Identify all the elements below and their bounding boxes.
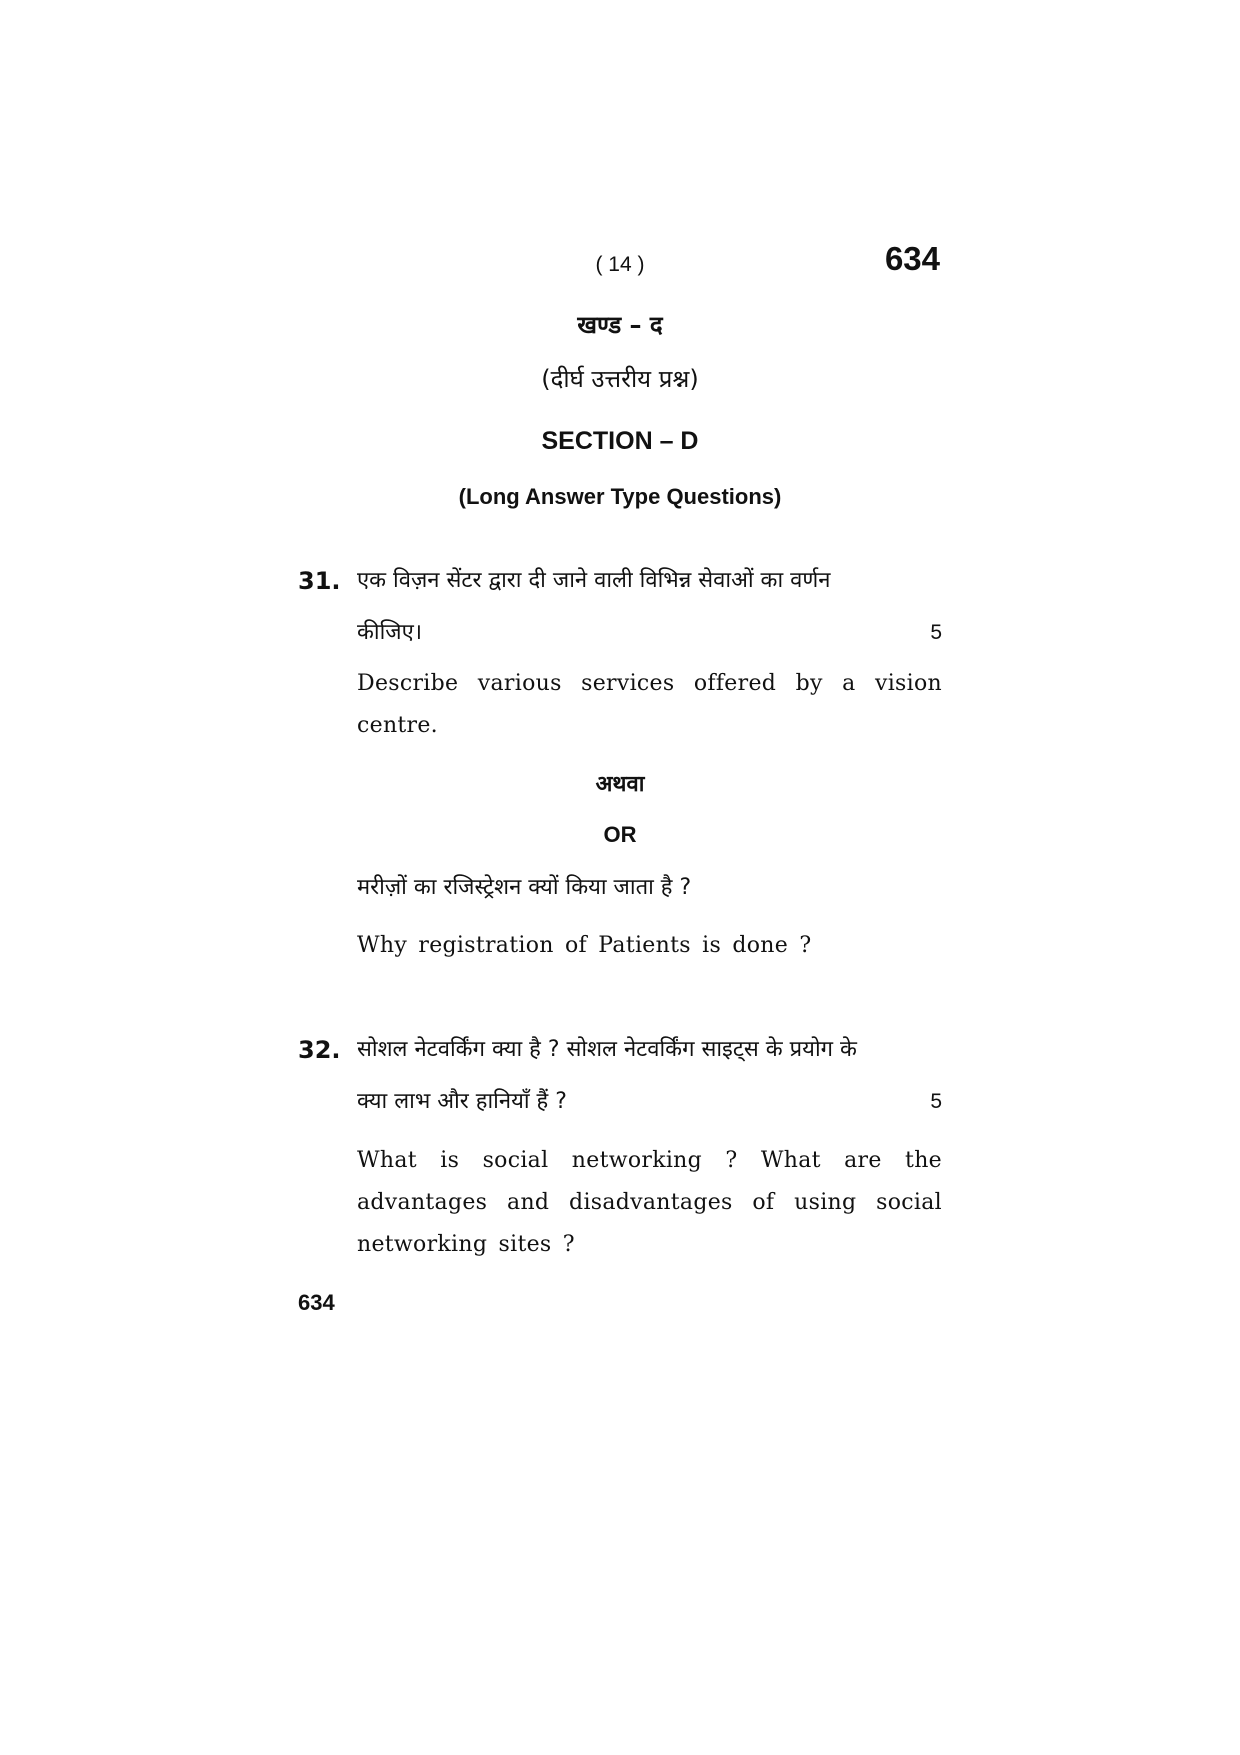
question-31-hindi-line-1: एक विज़न सेंटर द्वारा दी जाने वाली विभिन्न सेवाओं का वर्णन bbox=[357, 568, 831, 593]
question-32-hindi-line-2-row bbox=[357, 1076, 942, 1128]
or-english: OR bbox=[603, 822, 637, 847]
paper-code-header: 634 bbox=[884, 240, 940, 277]
question-31-marks: 5 bbox=[930, 621, 942, 644]
paper-code-footer: 634 bbox=[298, 1290, 335, 1315]
question-32-english: What is social networking ? What are the advantages and disadvantages of using social networking sites ? bbox=[357, 1148, 942, 1257]
question-32-marks: 5 bbox=[930, 1090, 942, 1113]
question-31-number: 31. bbox=[298, 567, 341, 595]
section-english-title: SECTION – D bbox=[541, 427, 699, 455]
question-31-english: Describe various services offered by a vision centre. bbox=[357, 671, 942, 738]
page-number: ( 14 ) bbox=[595, 253, 645, 276]
question-32 bbox=[357, 1024, 942, 1266]
section-english-subtitle: (Long Answer Type Questions) bbox=[458, 484, 782, 509]
question-32-hindi-line-1: सोशल नेटवर्किंग क्या है ? सोशल नेटवर्किंग साइट्स के प्रयोग के bbox=[357, 1037, 857, 1062]
question-31 bbox=[357, 555, 942, 747]
or-hindi: अथवा bbox=[595, 772, 645, 797]
section-hindi-subtitle: (दीर्घ उत्तरीय प्रश्न) bbox=[541, 365, 699, 393]
question-31-hindi-line-2: कीजिए। bbox=[357, 620, 423, 645]
question-32-number: 32. bbox=[298, 1036, 341, 1064]
question-31-alt-english: Why registration of Patients is done ? bbox=[357, 933, 812, 958]
question-32-hindi-line-2: क्या लाभ और हानियाँ हैं ? bbox=[357, 1089, 567, 1114]
question-31-alt-hindi: मरीज़ों का रजिस्ट्रेशन क्यों किया जाता है ? bbox=[357, 875, 692, 900]
question-31-hindi-line-2-row bbox=[357, 607, 942, 659]
section-hindi-title: खण्ड – द bbox=[577, 311, 663, 339]
